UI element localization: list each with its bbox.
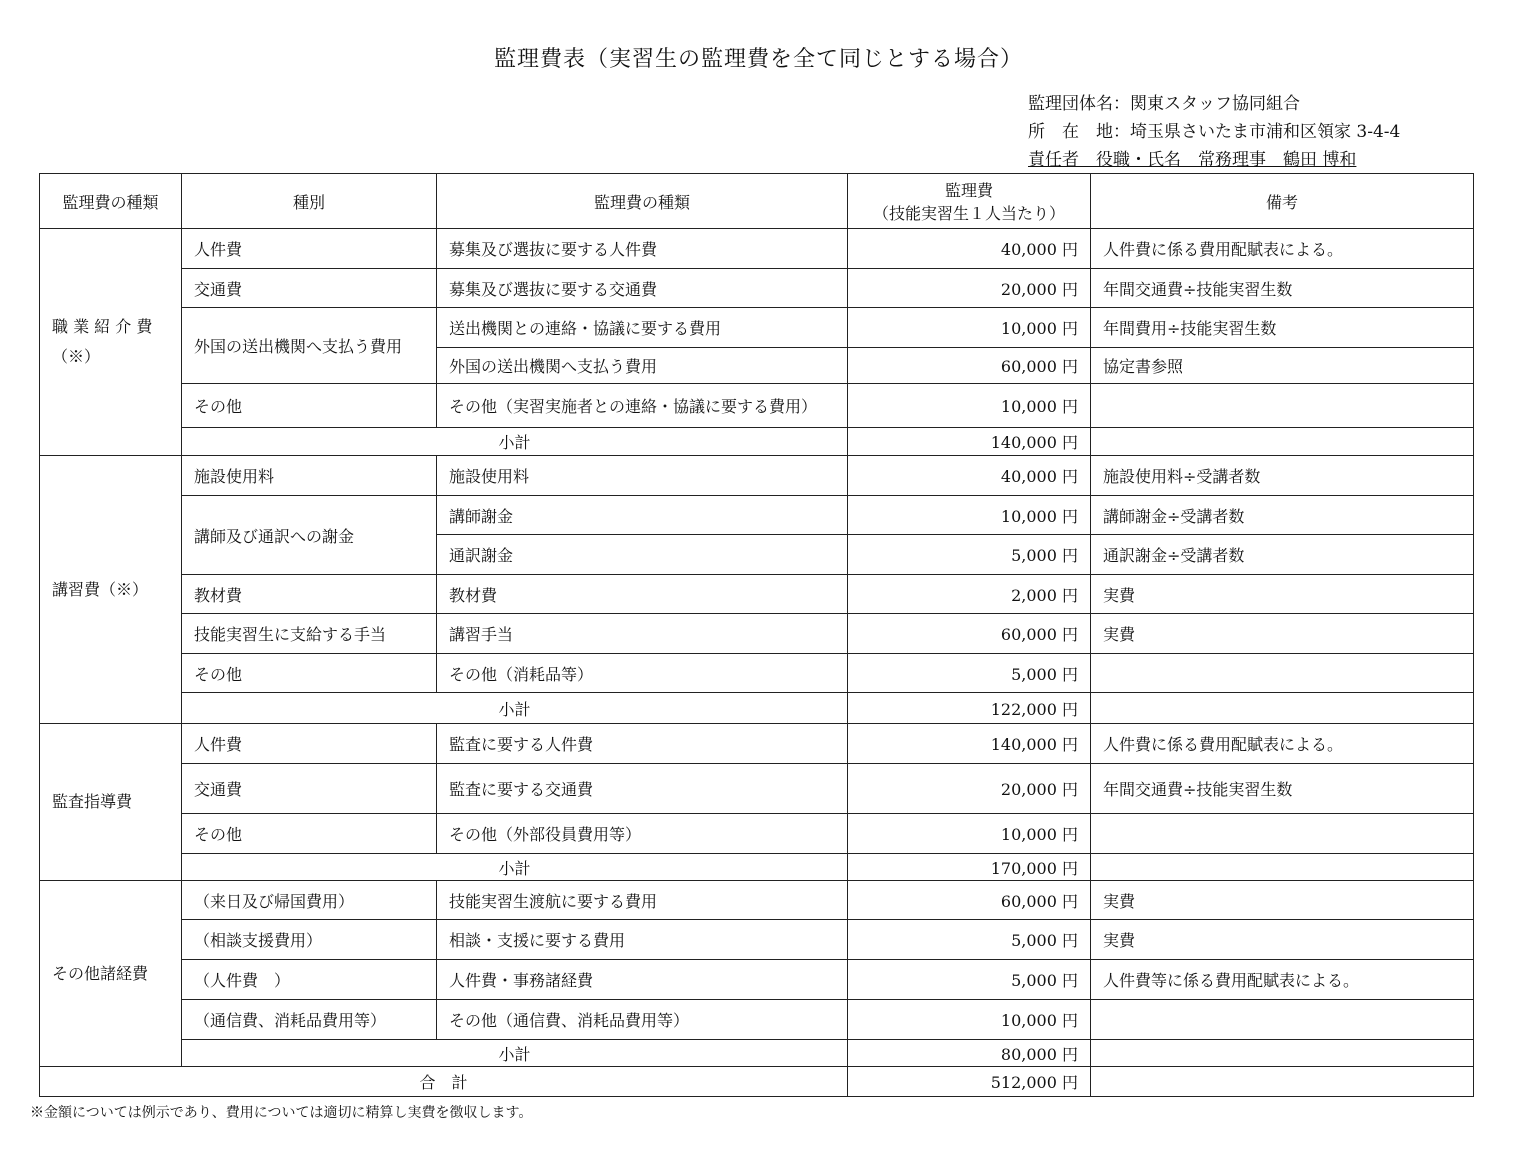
table-row — [40, 1000, 1474, 1040]
remarks-cell — [1091, 1067, 1474, 1097]
total-value: 512,000 円 — [848, 1067, 1091, 1097]
remarks-cell — [1091, 384, 1474, 428]
remarks-cell — [1091, 693, 1474, 724]
subtotal-value: 122,000 円 — [848, 693, 1091, 724]
org-name: 監理団体名：関東スタッフ協同組合 — [1028, 94, 1300, 114]
remarks-cell — [1091, 854, 1474, 881]
type-cell: （通信費、消耗品費用等） — [182, 1000, 437, 1040]
fee-cell: 10,000 円 — [848, 496, 1091, 535]
table-row — [40, 881, 1474, 920]
type-cell: 施設使用料 — [182, 456, 437, 496]
header-remarks: 備考 — [1091, 174, 1474, 229]
fee-cell: 140,000 円 — [848, 724, 1091, 764]
remarks-cell: 施設使用料÷受講者数 — [1091, 456, 1474, 496]
table-row — [40, 764, 1474, 814]
fee-cell: 10,000 円 — [848, 814, 1091, 854]
table-row — [40, 614, 1474, 654]
type-cell: その他 — [182, 384, 437, 428]
fee-cell: 60,000 円 — [848, 881, 1091, 920]
remarks-cell — [1091, 814, 1474, 854]
table-row — [40, 654, 1474, 693]
subtotal-label: 小計 — [182, 1040, 848, 1067]
remarks-cell: 協定書参照 — [1091, 348, 1474, 384]
subtotal-row — [40, 428, 1474, 456]
detail-cell: 相談・支援に要する費用 — [437, 920, 848, 960]
total-label: 合 計 — [40, 1067, 848, 1097]
type-cell: 交通費 — [182, 269, 437, 308]
header-kind: 監理費の種類 — [40, 174, 182, 229]
subtotal-label: 小計 — [182, 693, 848, 724]
detail-cell: 人件費・事務諸経費 — [437, 960, 848, 1000]
fee-cell: 5,000 円 — [848, 654, 1091, 693]
page-title: 監理費表（実習生の監理費を全て同じとする場合） — [493, 47, 1023, 72]
type-cell: 教材費 — [182, 575, 437, 614]
remarks-cell: 実費 — [1091, 881, 1474, 920]
remarks-cell: 通訳謝金÷受講者数 — [1091, 535, 1474, 575]
detail-cell: その他（外部役員費用等） — [437, 814, 848, 854]
detail-cell: 技能実習生渡航に要する費用 — [437, 881, 848, 920]
subtotal-label: 小計 — [182, 854, 848, 881]
table-row — [40, 496, 1474, 535]
remarks-cell: 年間交通費÷技能実習生数 — [1091, 269, 1474, 308]
category-label: 職 業 紹 介 費 — [52, 317, 153, 336]
remarks-cell — [1091, 428, 1474, 456]
table-row — [40, 920, 1474, 960]
fee-cell: 2,000 円 — [848, 575, 1091, 614]
type-cell: 外国の送出機関へ支払う費用 — [182, 308, 437, 384]
detail-cell: その他（実習実施者との連絡・協議に要する費用） — [437, 384, 848, 428]
table-row — [40, 814, 1474, 854]
type-cell: 講師及び通訳への謝金 — [182, 496, 437, 575]
table-row — [40, 724, 1474, 764]
footnote: ※金額については例示であり、費用については適切に精算し実費を徴収します。 — [30, 1105, 533, 1121]
detail-cell: その他（通信費、消耗品費用等） — [437, 1000, 848, 1040]
remarks-cell — [1091, 1000, 1474, 1040]
category-cell — [40, 456, 182, 724]
subtotal-value: 80,000 円 — [848, 1040, 1091, 1067]
remarks-cell: 年間交通費÷技能実習生数 — [1091, 764, 1474, 814]
fee-cell: 5,000 円 — [848, 535, 1091, 575]
header-fee — [848, 174, 1091, 229]
subtotal-row — [40, 854, 1474, 881]
org-responsible: 責任者 役職・氏名 常務理事 鶴田 博和 — [1028, 150, 1357, 170]
table-row — [40, 229, 1474, 269]
detail-cell: 監査に要する人件費 — [437, 724, 848, 764]
remarks-cell: 人件費に係る費用配賦表による。 — [1091, 724, 1474, 764]
fee-cell: 10,000 円 — [848, 384, 1091, 428]
fee-cell: 20,000 円 — [848, 764, 1091, 814]
category-label: 講習費（※） — [52, 579, 149, 599]
remarks-cell: 実費 — [1091, 920, 1474, 960]
category-label: 監査指導費 — [52, 792, 133, 811]
fee-cell: 5,000 円 — [848, 960, 1091, 1000]
fee-table — [39, 173, 1474, 1097]
table-row — [40, 269, 1474, 308]
fee-cell: 40,000 円 — [848, 456, 1091, 496]
remarks-cell: 人件費に係る費用配賦表による。 — [1091, 229, 1474, 269]
subtotal-label: 小計 — [182, 428, 848, 456]
type-cell: （相談支援費用） — [182, 920, 437, 960]
detail-cell: 教材費 — [437, 575, 848, 614]
subtotal-value: 140,000 円 — [848, 428, 1091, 456]
type-cell: （人件費 ） — [182, 960, 437, 1000]
category-cell — [40, 229, 182, 456]
category-label: その他諸経費 — [52, 963, 149, 983]
type-cell: 人件費 — [182, 229, 437, 269]
table-header-row — [40, 174, 1474, 229]
detail-cell: 送出機関との連絡・協議に要する費用 — [437, 308, 848, 348]
remarks-cell: 講師謝金÷受講者数 — [1091, 496, 1474, 535]
header-fee-line2: （技能実習生１人当たり） — [872, 204, 1065, 223]
detail-cell: 講習手当 — [437, 614, 848, 654]
detail-cell: 募集及び選抜に要する交通費 — [437, 269, 848, 308]
fee-cell: 40,000 円 — [848, 229, 1091, 269]
remarks-cell: 実費 — [1091, 575, 1474, 614]
header-type: 種別 — [182, 174, 437, 229]
remarks-cell — [1091, 1040, 1474, 1067]
category-label-mark: （※） — [52, 347, 101, 366]
type-cell: その他 — [182, 814, 437, 854]
type-cell: その他 — [182, 654, 437, 693]
organization-info — [1028, 90, 1400, 174]
fee-cell: 5,000 円 — [848, 920, 1091, 960]
detail-cell: その他（消耗品等） — [437, 654, 848, 693]
total-row — [40, 1067, 1474, 1097]
table-row — [40, 456, 1474, 496]
remarks-cell — [1091, 654, 1474, 693]
remarks-cell: 年間費用÷技能実習生数 — [1091, 308, 1474, 348]
remarks-cell: 実費 — [1091, 614, 1474, 654]
fee-cell: 20,000 円 — [848, 269, 1091, 308]
subtotal-row — [40, 1040, 1474, 1067]
fee-cell: 10,000 円 — [848, 308, 1091, 348]
detail-cell: 外国の送出機関へ支払う費用 — [437, 348, 848, 384]
detail-cell: 通訳謝金 — [437, 535, 848, 575]
detail-cell: 監査に要する交通費 — [437, 764, 848, 814]
category-cell — [40, 724, 182, 881]
detail-cell: 募集及び選抜に要する人件費 — [437, 229, 848, 269]
type-cell: （来日及び帰国費用） — [182, 881, 437, 920]
header-detail: 監理費の種類 — [437, 174, 848, 229]
table-row — [40, 960, 1474, 1000]
remarks-cell: 人件費等に係る費用配賦表による。 — [1091, 960, 1474, 1000]
subtotal-value: 170,000 円 — [848, 854, 1091, 881]
detail-cell: 施設使用料 — [437, 456, 848, 496]
type-cell: 人件費 — [182, 724, 437, 764]
table-row — [40, 384, 1474, 428]
category-cell — [40, 881, 182, 1067]
type-cell: 交通費 — [182, 764, 437, 814]
header-fee-line1: 監理費 — [944, 181, 993, 200]
detail-cell: 講師謝金 — [437, 496, 848, 535]
type-cell: 技能実習生に支給する手当 — [182, 614, 437, 654]
fee-cell: 60,000 円 — [848, 614, 1091, 654]
table-row — [40, 575, 1474, 614]
fee-cell: 10,000 円 — [848, 1000, 1091, 1040]
subtotal-row — [40, 693, 1474, 724]
fee-cell: 60,000 円 — [848, 348, 1091, 384]
org-address: 所 在 地：埼玉県さいたま市浦和区領家 3-4-4 — [1028, 122, 1401, 142]
table-row — [40, 308, 1474, 348]
